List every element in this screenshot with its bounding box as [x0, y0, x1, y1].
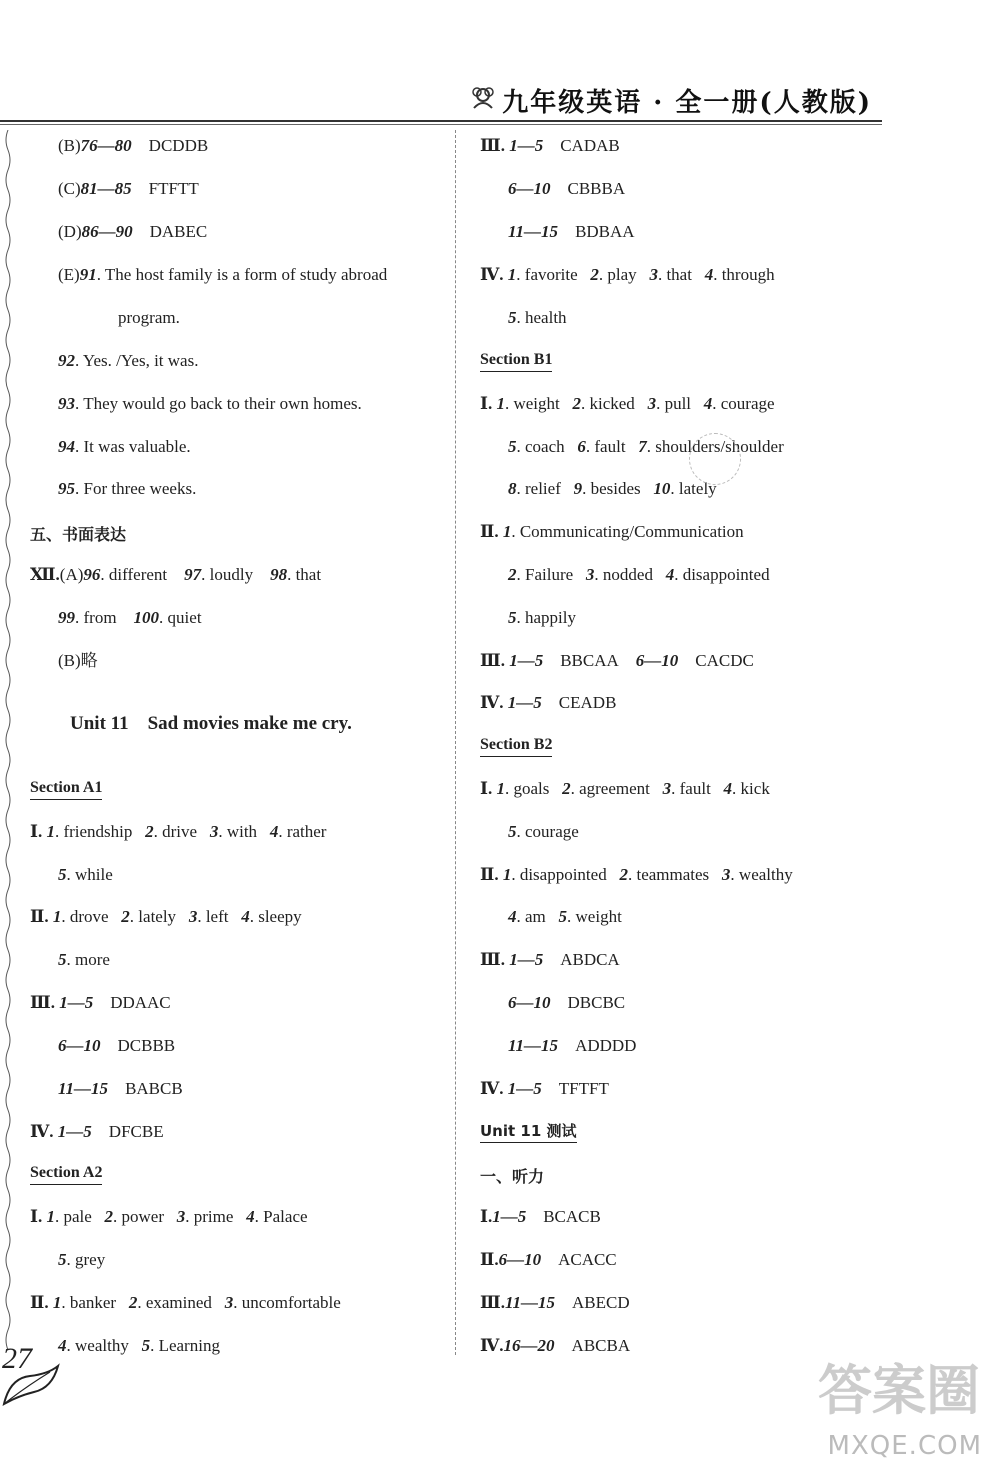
unit-test-heading: Unit 11 测试: [480, 1121, 577, 1143]
answer-line: Ⅲ. 1—5 DDAAC: [30, 993, 171, 1012]
answer-line: Ⅱ. 1. drove 2. lately 3. left 4. sleepy: [30, 907, 302, 926]
answer-line: (B)76—80 DCDDB: [58, 136, 209, 155]
leaf-decoration-icon: [0, 1358, 60, 1408]
faint-stamp-mark: [689, 433, 741, 485]
answer-line: Ⅱ. 1. banker 2. examined 3. uncomfortable: [30, 1293, 341, 1312]
answer-line: Ⅳ. 1—5 CEADB: [480, 693, 617, 712]
answer-line: (C)81—85 FTFTT: [58, 179, 199, 198]
answer-line: (E)91. The host family is a form of study abroad: [58, 265, 388, 284]
answer-line: 92. Yes. /Yes, it was.: [58, 351, 199, 370]
answer-line: Ⅱ.6—10 ACACC: [480, 1250, 617, 1269]
section-heading-listening: 一、听力: [480, 1167, 545, 1186]
answer-line: 95. For three weeks.: [58, 479, 197, 498]
answer-line: 4. am 5. weight: [508, 907, 622, 926]
watermark-logo: 答案圈: [818, 1359, 980, 1422]
answer-line: 5. coach 6. fault 7. shoulders/shoulder: [508, 437, 784, 456]
answer-line: 6—10 DCBBB: [58, 1036, 176, 1055]
header-rule-thin: [0, 124, 882, 125]
section-a1-heading: Section A1: [30, 778, 102, 800]
section-b1-heading: Section B1: [480, 350, 552, 372]
answer-line: Ⅳ. 1—5 TFTFT: [480, 1079, 609, 1098]
answer-line: program.: [118, 308, 180, 327]
answer-line: 2. Failure 3. nodded 4. disappointed: [508, 565, 770, 584]
answer-line: 11—15 ADDDD: [508, 1036, 637, 1055]
answer-line: Ⅲ. 1—5 ABDCA: [480, 950, 620, 969]
answer-line: 11—15 BDBAA: [508, 222, 635, 241]
answer-line: Ⅰ. 1. pale 2. power 3. prime 4. Palace: [30, 1207, 308, 1226]
answer-line: 5. courage: [508, 822, 579, 841]
answer-line: 93. They would go back to their own homes.: [58, 394, 362, 413]
answer-line: Ⅰ.1—5 BCACB: [480, 1207, 601, 1226]
answer-line: Ⅱ. 1. disappointed 2. teammates 3. wealthy: [480, 865, 793, 884]
left-decorative-border: [4, 130, 12, 1350]
answer-line: 8. relief 9. besides 10. lately: [508, 479, 717, 498]
answer-line: Ⅳ. 1—5 DFCBE: [30, 1122, 164, 1141]
page-number: 27: [2, 1342, 32, 1375]
section-heading-writing: 五、书面表达: [30, 525, 127, 544]
header-title: 九年级英语 · 全一册(人教版): [502, 88, 872, 118]
answer-line: 5. health: [508, 308, 567, 327]
answer-line: Ⅳ. 1. favorite 2. play 3. that 4. through: [480, 265, 775, 284]
answer-line: 94. It was valuable.: [58, 437, 191, 456]
answer-line: Ⅳ.16—20 ABCBA: [480, 1336, 631, 1355]
unit-title: Unit 11 Sad movies make me cry.: [70, 713, 352, 734]
column-divider: [455, 130, 456, 1355]
section-a2-heading: Section A2: [30, 1163, 102, 1185]
answer-line: 99. from 100. quiet: [58, 608, 202, 627]
answer-line: Ⅱ. 1. Communicating/Communication: [480, 522, 744, 541]
page-header: [0, 0, 1000, 122]
answer-line: (B)略: [58, 651, 98, 670]
answer-line: Ⅲ. 1—5 CADAB: [480, 136, 620, 155]
flower-logo-icon: [468, 84, 498, 112]
answer-line: Ⅰ. 1. weight 2. kicked 3. pull 4. courage: [480, 394, 775, 413]
section-b2-heading: Section B2: [480, 735, 552, 757]
answer-line: 5. grey: [58, 1250, 106, 1269]
answer-line: 5. more: [58, 950, 110, 969]
answer-line: 6—10 DBCBC: [508, 993, 626, 1012]
answer-line: Ⅰ. 1. friendship 2. drive 3. with 4. rather: [30, 822, 327, 841]
answer-line: (D)86—90 DABEC: [58, 222, 208, 241]
answer-line: 5. while: [58, 865, 113, 884]
watermark-url: MXQE.COM: [827, 1431, 982, 1461]
answer-line: 6—10 CBBBA: [508, 179, 626, 198]
answer-line: Ⅰ. 1. goals 2. agreement 3. fault 4. kick: [480, 779, 770, 798]
answer-line: Ⅲ. 1—5 BBCAA 6—10 CACDC: [480, 651, 754, 670]
answer-line: 4. wealthy 5. Learning: [58, 1336, 220, 1355]
answer-line: 5. happily: [508, 608, 576, 627]
answer-line: Ⅻ.(A)96. different 97. loudly 98. that: [30, 565, 322, 584]
header-rule: [0, 120, 882, 122]
answer-line: 11—15 BABCB: [58, 1079, 183, 1098]
answer-line: Ⅲ.11—15 ABECD: [480, 1293, 630, 1312]
